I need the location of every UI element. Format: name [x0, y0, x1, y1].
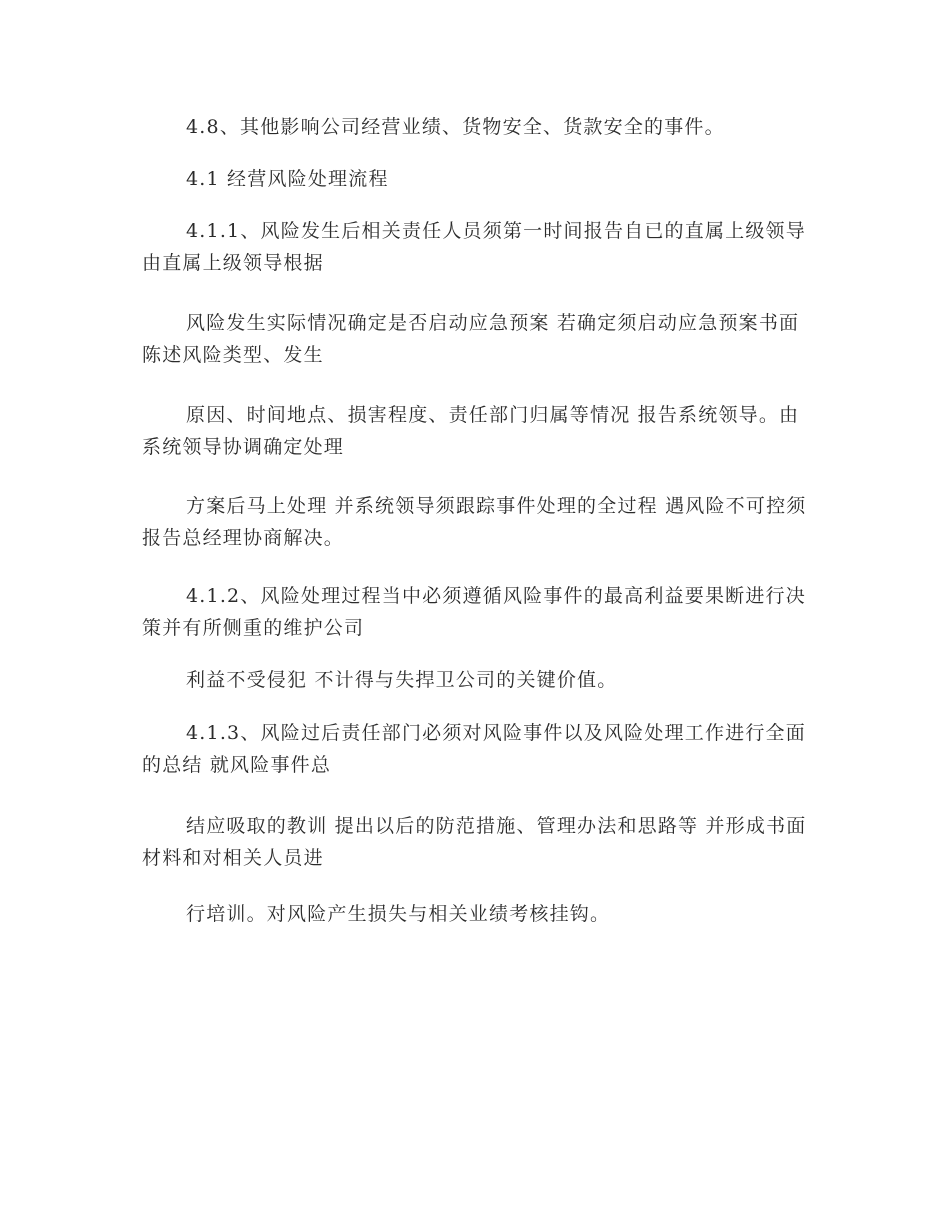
- paragraph-4-1-1: 4.1.1、风险发生后相关责任人员须第一时间报告自已的直属上级领导 由直属上级领导根据: [142, 220, 806, 274]
- paragraph-4-1-3-cont-2: 行培训。对风险产生损失与相关业绩考核挂钩。: [186, 903, 611, 925]
- paragraph-4-1-1-cont-2: 原因、时间地点、损害程度、责任部门归属等情况 报告系统领导。由系统领导协调确定处理: [142, 404, 800, 458]
- paragraph-4-8: 4.8、其他影响公司经营业绩、货物安全、货款安全的事件。: [186, 116, 725, 138]
- paragraph-4-1-3: 4.1.3、风险过后责任部门必须对风险事件以及风险处理工作进行全面的总结 就风险事件总: [142, 722, 806, 776]
- paragraph-4-1-2: 4.1.2、风险处理过程当中必须遵循风险事件的最高利益要果断进行决策并有所侧重的维护公司: [142, 585, 806, 639]
- paragraph-4-1-2-cont: 利益不受侵犯 不计得与失捍卫公司的关键价值。: [186, 669, 618, 691]
- paragraph-4-1-3-cont-1: 结应吸取的教训 提出以后的防范措施、管理办法和思路等 并形成书面材料和对相关人员进: [142, 815, 807, 869]
- heading-4-1-risk-process: 4.1 经营风险处理流程: [186, 168, 389, 190]
- paragraph-4-1-1-cont-3: 方案后马上处理 并系统领导须跟踪事件处理的全过程 遇风险不可控须报告总经理协商解决。: [142, 495, 807, 549]
- paragraph-4-1-1-cont-1: 风险发生实际情况确定是否启动应急预案 若确定须启动应急预案书面陈述风险类型、发生: [142, 312, 800, 366]
